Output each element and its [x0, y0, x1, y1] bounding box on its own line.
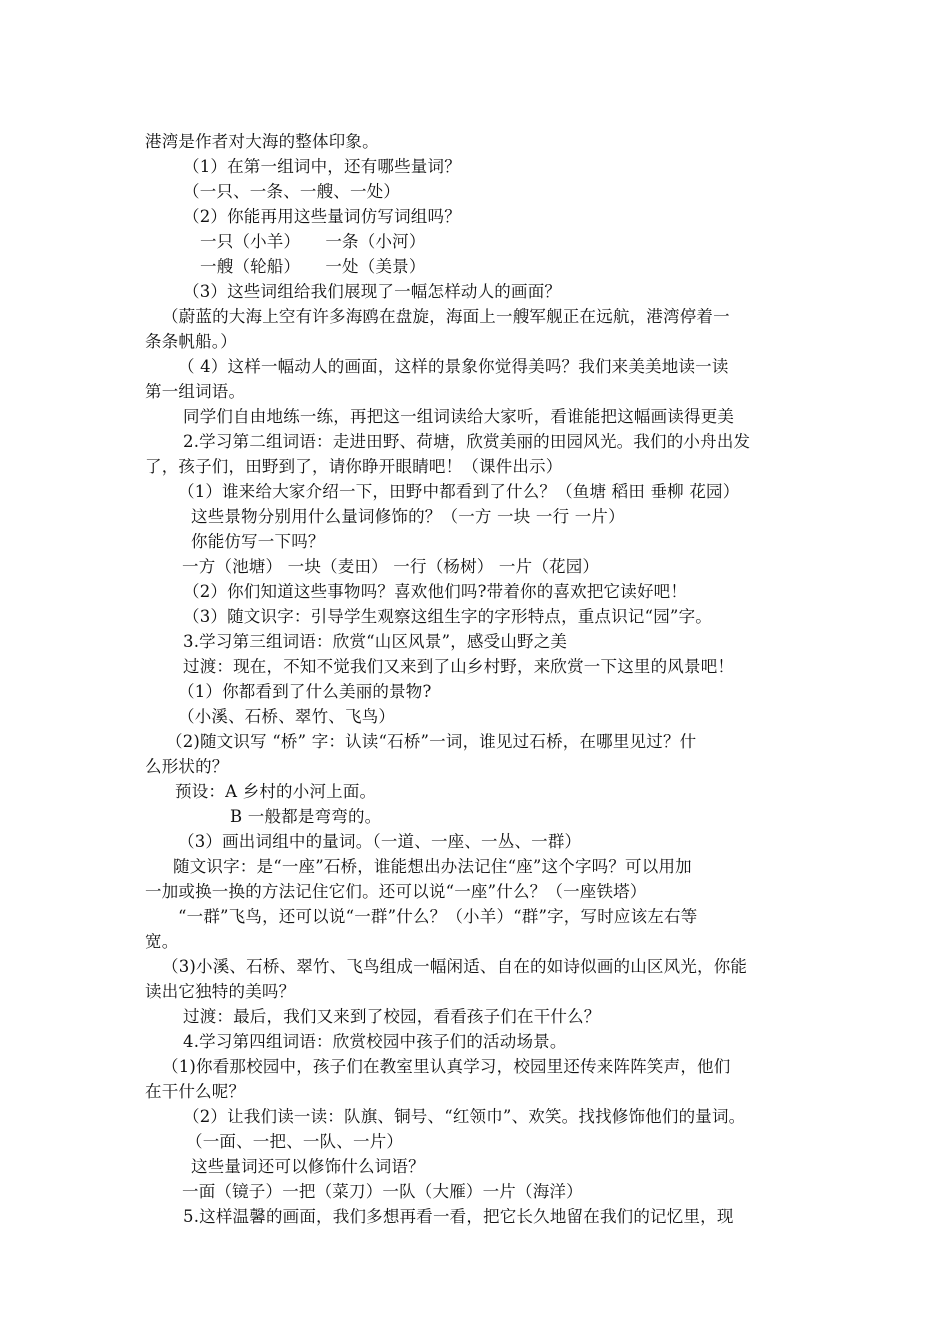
text-line: 预设：A 乡村的小河上面。 [175, 782, 377, 801]
text-line: 这些量词还可以修饰什么词语？ [191, 1157, 425, 1176]
text-line: （3）画出词组中的量词。（一道、一座、一丛、一群） [178, 832, 582, 851]
text-line: （1）在第一组词中，还有哪些量词？ [183, 157, 461, 176]
text-line: 么形状的？ [145, 757, 229, 776]
text-line: 同学们自由地练一练，再把这一组词读给大家听，看谁能把这幅画读得更美 [183, 407, 735, 426]
text-line: 宽。 [145, 932, 179, 951]
text-line: 3.学习第三组词语：欣赏“山区风景”，感受山野之美 [183, 632, 568, 651]
text-line: “一群”飞鸟，还可以说“一群”什么？（小羊）“群”字，写时应该左右等 [178, 907, 698, 926]
text-line: 第一组词语。 [145, 382, 246, 401]
text-line: （蔚蓝的大海上空有许多海鸥在盘旋，海面上一艘军舰正在远航，港湾停着一 [162, 307, 730, 326]
text-line: 5.这样温馨的画面，我们多想再看一看，把它长久地留在我们的记忆里，现 [183, 1207, 734, 1226]
text-line: 一只（小羊） 一条（小河） [200, 232, 426, 251]
text-line: 随文识字：是“一座”石桥，谁能想出办法记住“座”这个字吗？可以用加 [173, 857, 692, 876]
text-line: 港湾是作者对大海的整体印象。 [145, 132, 379, 151]
text-line: （3）这些词组给我们展现了一幅怎样动人的画面？ [183, 282, 562, 301]
text-line: （一面、一把、一队、一片） [186, 1132, 404, 1151]
text-line: （1）你都看到了什么美丽的景物? [178, 682, 432, 701]
text-line: 在干什么呢？ [145, 1082, 246, 1101]
text-line: （2）你能再用这些量词仿写词组吗？ [183, 207, 461, 226]
text-line: （2）你们知道这些事物吗？喜欢他们吗?带着你的喜欢把它读好吧！ [183, 582, 688, 601]
text-line: 一面（镜子）一把（菜刀）一队（大雁）一片（海洋） [182, 1182, 583, 1201]
text-line: 你能仿写一下吗？ [191, 532, 325, 551]
text-line: 过渡：现在，不知不觉我们又来到了山乡村野，来欣赏一下这里的风景吧！ [183, 657, 735, 676]
text-line: 一加或换一换的方法记住它们。还可以说“一座”什么？（一座铁塔） [145, 882, 647, 901]
text-line: （3）随文识字：引导学生观察这组生字的字形特点，重点识记“园”字。 [183, 607, 712, 626]
text-line: 一方（池塘） 一块（麦田） 一行（杨树） 一片（花园） [182, 557, 600, 576]
text-line: （ 4）这样一幅动人的画面，这样的景象你觉得美吗？我们来美美地读一读 [178, 357, 729, 376]
text-line: （1）谁来给大家介绍一下，田野中都看到了什么？（鱼塘 稻田 垂柳 花园） [178, 482, 740, 501]
text-line: （3)小溪、石桥、翠竹、飞鸟组成一幅闲适、自在的如诗似画的山区风光，你能 [162, 957, 748, 976]
text-line: （2)随文识写 “桥” 字：认读“石桥”一词，谁见过石桥，在哪里见过？什 [166, 732, 697, 751]
text-line: （2）让我们读一读：队旗、铜号、“红领巾”、欢笑。找找修饰他们的量词。 [183, 1107, 746, 1126]
text-line: 2.学习第二组词语：走进田野、荷塘，欣赏美丽的田园风光。我们的小舟出发 [183, 432, 751, 451]
text-line: 一艘（轮船） 一处（美景） [200, 257, 426, 276]
text-line: （1)你看那校园中，孩子们在教室里认真学习，校园里还传来阵阵笑声，他们 [162, 1057, 731, 1076]
text-line: 条条帆船。） [145, 332, 237, 351]
text-line: 4.学习第四组词语：欣赏校园中孩子们的活动场景。 [183, 1032, 567, 1051]
text-line: 读出它独特的美吗？ [145, 982, 296, 1001]
text-line: 了，孩子们，田野到了，请你睁开眼睛吧！（课件出示） [145, 457, 563, 476]
text-line: 过渡：最后，我们又来到了校园，看看孩子们在干什么？ [183, 1007, 601, 1026]
text-line: 这些景物分别用什么量词修饰的？（一方 一块 一行 一片） [191, 507, 625, 526]
text-line: B 一般都是弯弯的。 [230, 807, 382, 826]
text-line: （一只、一条、一艘、一处） [183, 182, 401, 201]
text-line: （小溪、石桥、翠竹、飞鸟） [178, 707, 396, 726]
